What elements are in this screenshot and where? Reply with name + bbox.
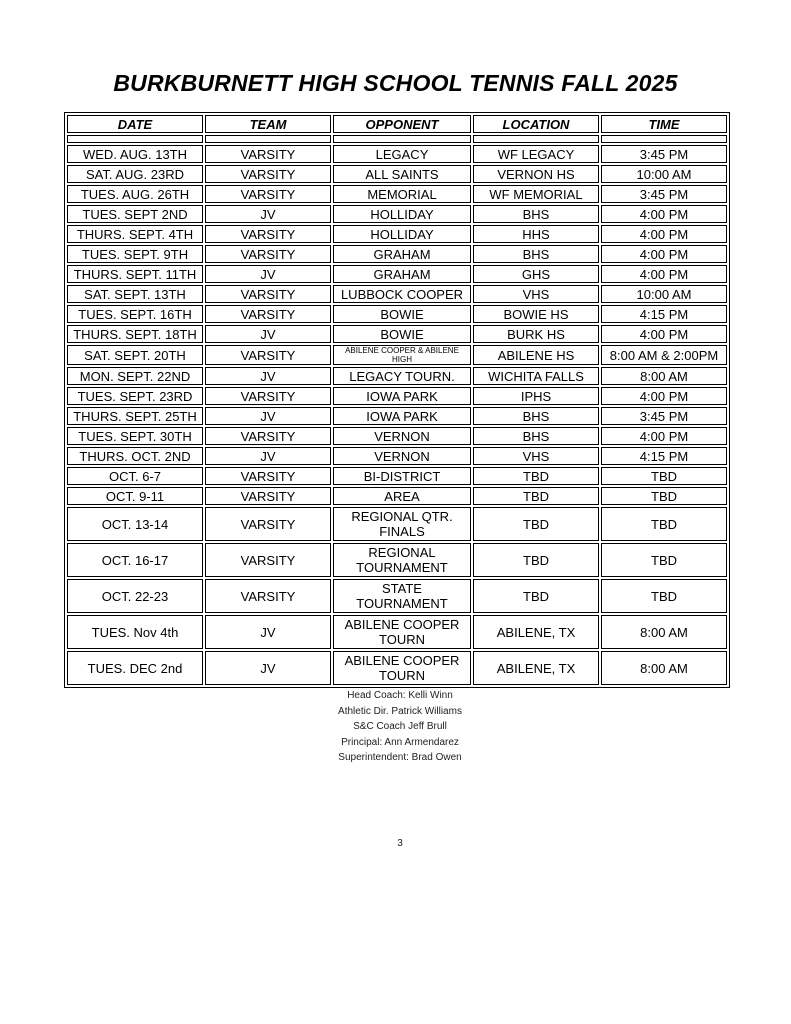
team-cell: JV: [205, 615, 331, 649]
time-cell: 4:00 PM: [601, 265, 727, 283]
spacer-row: [67, 135, 727, 143]
time-cell: 8:00 AM: [601, 615, 727, 649]
table-row: [67, 507, 727, 541]
time-cell: 4:00 PM: [601, 427, 727, 445]
time-cell: 4:15 PM: [601, 305, 727, 323]
team-cell: VARSITY: [205, 245, 331, 263]
table-row: [67, 387, 727, 405]
team-cell: VARSITY: [205, 145, 331, 163]
location-cell: BHS: [473, 245, 599, 263]
date-cell: OCT. 13-14: [67, 507, 203, 541]
location-cell: WICHITA FALLS: [473, 367, 599, 385]
location-cell: ABILENE, TX: [473, 615, 599, 649]
team-cell: JV: [205, 447, 331, 465]
location-cell: TBD: [473, 487, 599, 505]
location-cell: VHS: [473, 285, 599, 303]
location-cell: TBD: [473, 543, 599, 577]
location-cell: WF MEMORIAL: [473, 185, 599, 203]
table-row: [67, 651, 727, 685]
column-header-date: DATE: [67, 115, 203, 133]
opponent-cell: VERNON: [333, 427, 471, 445]
opponent-cell: IOWA PARK: [333, 407, 471, 425]
team-cell: VARSITY: [205, 543, 331, 577]
location-cell: BHS: [473, 427, 599, 445]
table-row: [67, 225, 727, 243]
opponent-cell: [333, 345, 471, 365]
opponent-cell: VERNON: [333, 447, 471, 465]
opponent-cell: MEMORIAL: [333, 185, 471, 203]
column-header-location: LOCATION: [473, 115, 599, 133]
opponent-cell: REGIONAL QTR. FINALS: [333, 507, 471, 541]
table-row: [67, 427, 727, 445]
date-cell: MON. SEPT. 22ND: [67, 367, 203, 385]
date-cell: THURS. OCT. 2ND: [67, 447, 203, 465]
table-row: [67, 487, 727, 505]
team-cell: VARSITY: [205, 387, 331, 405]
opponent-cell: ALL SAINTS: [333, 165, 471, 183]
date-cell: OCT. 6-7: [67, 467, 203, 485]
table-row: [67, 579, 727, 613]
time-cell: 4:00 PM: [601, 205, 727, 223]
time-cell: 4:00 PM: [601, 225, 727, 243]
time-cell: TBD: [601, 467, 727, 485]
principal-line: Principal: Ann Armendarez: [341, 736, 459, 748]
team-cell: VARSITY: [205, 225, 331, 243]
sc-coach-line: S&C Coach Jeff Brull: [353, 721, 447, 732]
table-row: [67, 447, 727, 465]
date-cell: THURS. SEPT. 11TH: [67, 265, 203, 283]
location-cell: BURK HS: [473, 325, 599, 343]
team-cell: VARSITY: [205, 467, 331, 485]
date-cell: TUES. Nov 4th: [67, 615, 203, 649]
location-cell: TBD: [473, 507, 599, 541]
date-cell: SAT. SEPT. 20TH: [67, 345, 203, 365]
opponent-cell: BOWIE: [333, 325, 471, 343]
team-cell: JV: [205, 651, 331, 685]
schedule-table: [64, 112, 730, 688]
location-cell: VHS: [473, 447, 599, 465]
spacer-cell: [333, 135, 471, 143]
time-cell: TBD: [601, 507, 727, 541]
location-cell: BOWIE HS: [473, 305, 599, 323]
staff-list: [0, 688, 791, 766]
team-cell: VARSITY: [205, 305, 331, 323]
page-title: BURKBURNETT HIGH SCHOOL TENNIS FALL 2025: [113, 70, 678, 96]
date-cell: TUES. DEC 2nd: [67, 651, 203, 685]
opponent-cell: AREA: [333, 487, 471, 505]
table-row: [67, 245, 727, 263]
table-row: [67, 285, 727, 303]
opponent-cell: ABILENE COOPER TOURN: [333, 651, 471, 685]
time-cell: TBD: [601, 579, 727, 613]
time-cell: 4:15 PM: [601, 447, 727, 465]
date-cell: OCT. 9-11: [67, 487, 203, 505]
location-cell: GHS: [473, 265, 599, 283]
team-cell: VARSITY: [205, 487, 331, 505]
opponent-cell: HOLLIDAY: [333, 205, 471, 223]
time-cell: TBD: [601, 487, 727, 505]
team-cell: VARSITY: [205, 507, 331, 541]
team-cell: JV: [205, 205, 331, 223]
team-cell: JV: [205, 367, 331, 385]
table-row: [67, 615, 727, 649]
date-cell: OCT. 22-23: [67, 579, 203, 613]
date-cell: TUES. SEPT. 23RD: [67, 387, 203, 405]
opponent-cell: GRAHAM: [333, 245, 471, 263]
table-row: [67, 543, 727, 577]
superintendent-line: Superintendent: Brad Owen: [338, 752, 462, 763]
location-cell: HHS: [473, 225, 599, 243]
spacer-cell: [601, 135, 727, 143]
opponent-cell: HOLLIDAY: [333, 225, 471, 243]
time-cell: 4:00 PM: [601, 325, 727, 343]
date-cell: TUES. SEPT 2ND: [67, 205, 203, 223]
time-cell: 10:00 AM: [601, 165, 727, 183]
team-cell: VARSITY: [205, 285, 331, 303]
opponent-cell: ABILENE COOPER TOURN: [333, 615, 471, 649]
date-cell: TUES. AUG. 26TH: [67, 185, 203, 203]
date-cell: THURS. SEPT. 4TH: [67, 225, 203, 243]
column-header-team: TEAM: [205, 115, 331, 133]
time-cell: 8:00 AM: [601, 367, 727, 385]
table-row: [67, 265, 727, 283]
team-cell: VARSITY: [205, 427, 331, 445]
location-cell: VERNON HS: [473, 165, 599, 183]
location-cell: ABILENE, TX: [473, 651, 599, 685]
opponent-cell: LEGACY TOURN.: [333, 367, 471, 385]
team-cell: JV: [205, 265, 331, 283]
date-cell: TUES. SEPT. 30TH: [67, 427, 203, 445]
time-cell: 3:45 PM: [601, 145, 727, 163]
date-cell: WED. AUG. 13TH: [67, 145, 203, 163]
time-cell: 8:00 AM: [601, 651, 727, 685]
location-cell: TBD: [473, 579, 599, 613]
location-cell: BHS: [473, 407, 599, 425]
location-cell: IPHS: [473, 387, 599, 405]
opponent-cell: LEGACY: [333, 145, 471, 163]
table-row: [67, 325, 727, 343]
location-cell: ABILENE HS: [473, 345, 599, 365]
opponent-cell: REGIONAL TOURNAMENT: [333, 543, 471, 577]
spacer-cell: [473, 135, 599, 143]
table-row: [67, 305, 727, 323]
location-cell: BHS: [473, 205, 599, 223]
table-row: [67, 145, 727, 163]
team-cell: VARSITY: [205, 185, 331, 203]
opponent-cell: BI-DISTRICT: [333, 467, 471, 485]
team-cell: VARSITY: [205, 165, 331, 183]
column-header-opponent: OPPONENT: [333, 115, 471, 133]
date-cell: TUES. SEPT. 9TH: [67, 245, 203, 263]
opponent-cell: BOWIE: [333, 305, 471, 323]
time-cell: 4:00 PM: [601, 387, 727, 405]
location-cell: TBD: [473, 467, 599, 485]
column-header-time: TIME: [601, 115, 727, 133]
time-cell: 4:00 PM: [601, 245, 727, 263]
table-row: [67, 205, 727, 223]
date-cell: THURS. SEPT. 18TH: [67, 325, 203, 343]
table-row: [67, 467, 727, 485]
page-number: 3: [397, 838, 403, 849]
table-row: [67, 407, 727, 425]
date-cell: THURS. SEPT. 25TH: [67, 407, 203, 425]
team-cell: VARSITY: [205, 345, 331, 365]
spacer-cell: [205, 135, 331, 143]
opponent-cell: LUBBOCK COOPER: [333, 285, 471, 303]
time-cell: 3:45 PM: [601, 185, 727, 203]
opponent-cell: STATE TOURNAMENT: [333, 579, 471, 613]
date-cell: TUES. SEPT. 16TH: [67, 305, 203, 323]
athletic-director-line: Athletic Dir. Patrick Williams: [338, 705, 462, 717]
opponent-text: ABILENE COOPER & ABILENE HIGH: [345, 346, 459, 364]
time-cell: 3:45 PM: [601, 407, 727, 425]
location-cell: WF LEGACY: [473, 145, 599, 163]
opponent-cell: GRAHAM: [333, 265, 471, 283]
time-cell: 10:00 AM: [601, 285, 727, 303]
time-cell: TBD: [601, 543, 727, 577]
team-cell: JV: [205, 407, 331, 425]
opponent-cell: IOWA PARK: [333, 387, 471, 405]
spacer-cell: [67, 135, 203, 143]
table-row: [67, 367, 727, 385]
head-coach-line: Head Coach: Kelli Winn: [347, 690, 453, 701]
table-row: [67, 185, 727, 203]
table-row: [67, 165, 727, 183]
time-cell: 8:00 AM & 2:00PM: [601, 345, 727, 365]
date-cell: SAT. AUG. 23RD: [67, 165, 203, 183]
team-cell: VARSITY: [205, 579, 331, 613]
header-row: [67, 115, 727, 133]
team-cell: JV: [205, 325, 331, 343]
date-cell: SAT. SEPT. 13TH: [67, 285, 203, 303]
date-cell: OCT. 16-17: [67, 543, 203, 577]
table-row: [67, 345, 727, 365]
